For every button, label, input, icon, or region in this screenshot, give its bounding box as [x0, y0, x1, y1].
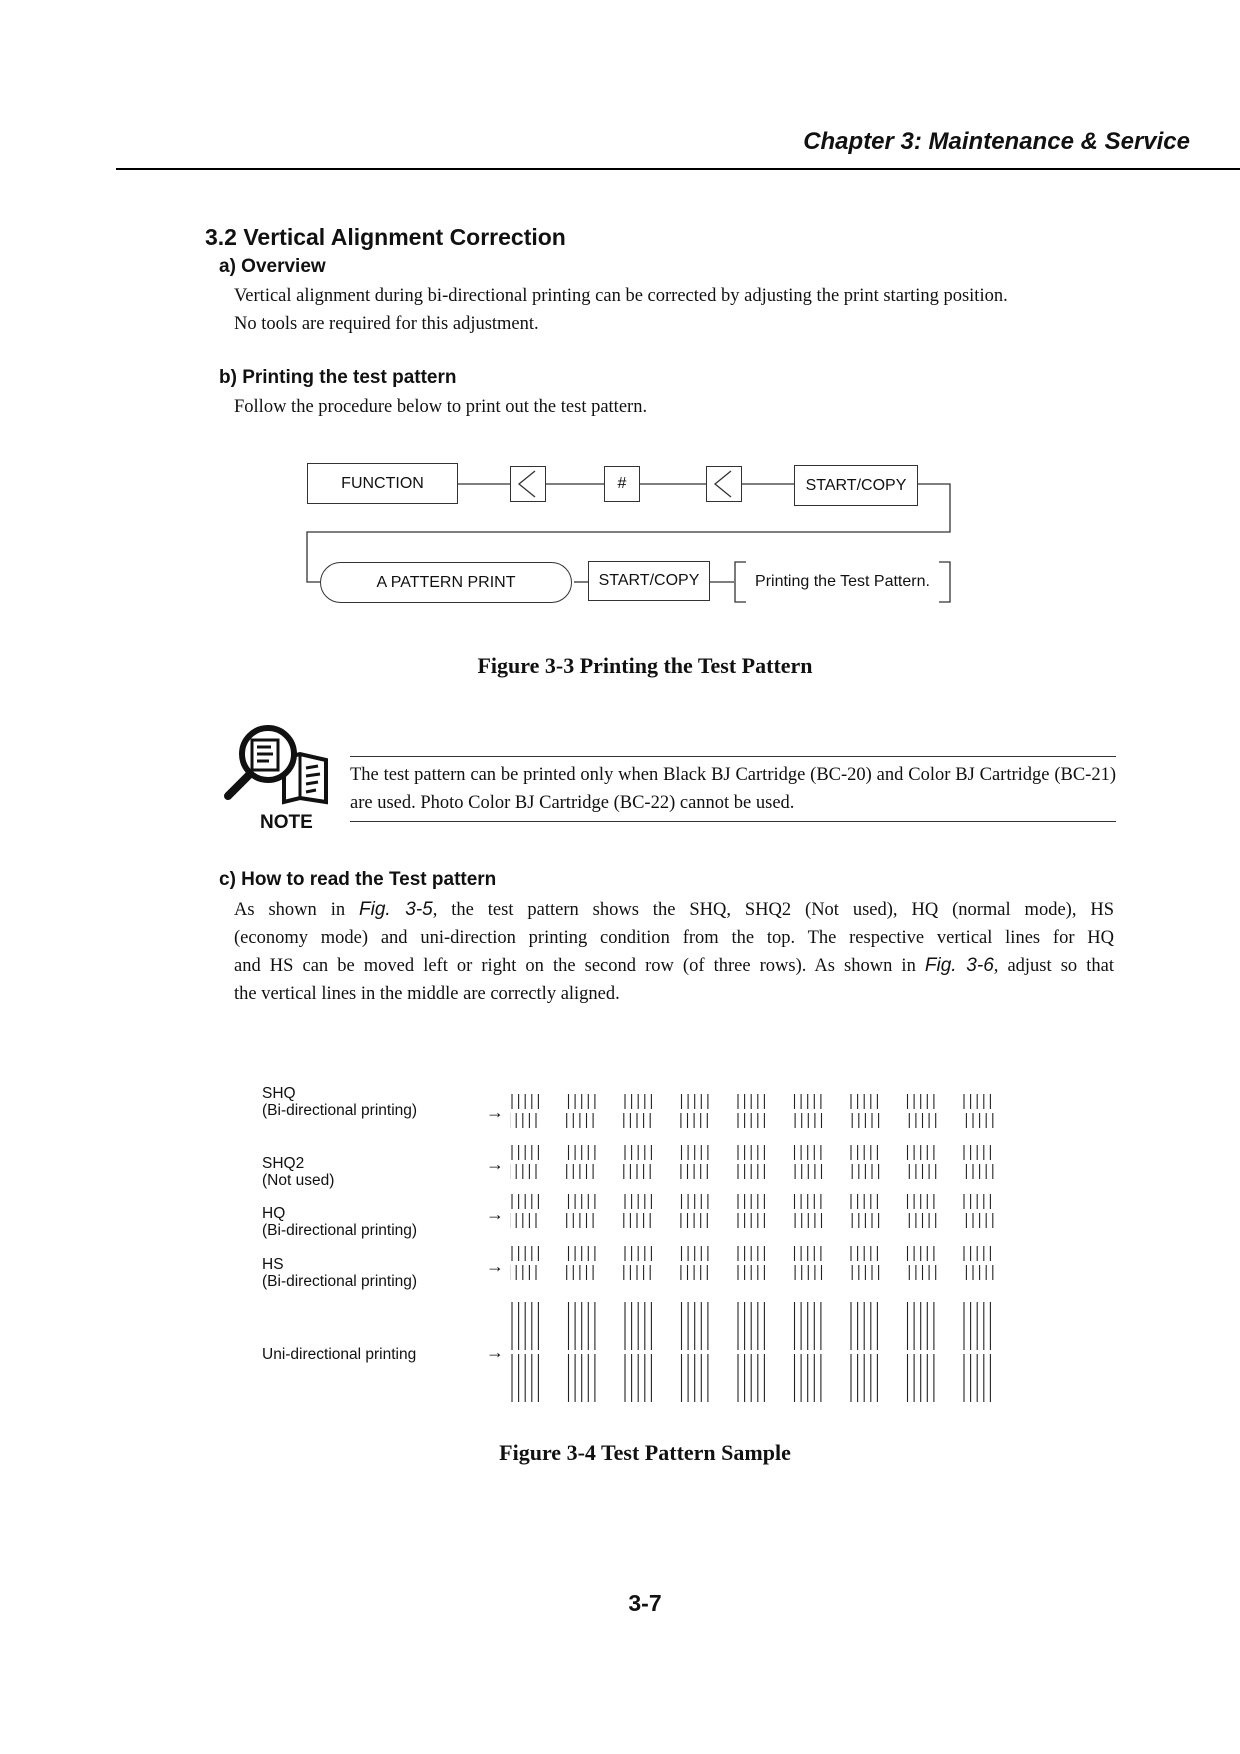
procedure-diagram	[0, 0, 1240, 700]
pattern-label-uni	[262, 1346, 416, 1363]
pattern-label-shq	[262, 1085, 417, 1119]
chevron-left-icon	[511, 467, 545, 501]
reading-line-3-b: , adjust so that	[993, 956, 1114, 976]
pattern-label-hq	[262, 1205, 417, 1239]
printing-text: Follow the procedure below to print out the test pattern.	[234, 397, 648, 417]
result-bracket	[734, 561, 951, 603]
function-key-box: FUNCTION	[307, 463, 458, 504]
page-number: 3-7	[628, 1590, 662, 1616]
reading-line-1-b: , the test pattern shows the SHQ, SHQ2 (Not used), HQ (normal mode), HS	[432, 900, 1115, 920]
note-text: The test pattern can be printed only when Black BJ Cartridge (BC-20) and Color BJ Cartridge (BC-21) are used. Photo Color BJ Cartridge (BC-22) cannot be used.	[350, 756, 1116, 822]
reading-line-4: the vertical lines in the middle are correctly aligned.	[234, 984, 620, 1004]
chapter-header: Chapter 3: Maintenance & Service	[803, 128, 1190, 155]
start-copy-key-box-2: START/COPY	[588, 561, 710, 601]
pattern-label-name: SHQ2	[262, 1155, 305, 1172]
test-pattern-graphic	[510, 1090, 1020, 1410]
reading-paragraph	[234, 896, 1114, 1008]
pattern-label-sub: (Bi-directional printing)	[262, 1273, 418, 1290]
fig-3-5-reference: Fig. 3-5	[359, 899, 433, 920]
pattern-label-sub: (Bi-directional printing)	[262, 1102, 418, 1119]
overview-line-2: No tools are required for this adjustment.	[234, 314, 539, 334]
pattern-arrow-uni: →	[486, 1342, 504, 1362]
pattern-arrow-hs: →	[486, 1256, 504, 1276]
overview-line-1: Vertical alignment during bi-directional printing can be corrected by adjusting the print starting position.	[234, 286, 1008, 306]
left-arrow-key-1	[510, 466, 546, 502]
section-title: 3.2 Vertical Alignment Correction	[205, 224, 566, 250]
pattern-label-name: HS	[262, 1256, 284, 1273]
reading-line-2: (economy mode) and uni-direction printing condition from the top. The respective vertical lines for HQ	[234, 928, 1114, 948]
pattern-arrow-shq2: →	[486, 1154, 504, 1174]
printing-heading: b) Printing the test pattern	[219, 367, 457, 388]
reading-line-1-a: As shown in	[234, 900, 346, 920]
pattern-label-name: SHQ	[262, 1085, 296, 1102]
hash-key-box: #	[604, 466, 640, 502]
pattern-label-name: HQ	[262, 1205, 286, 1222]
result-text: Printing the Test Pattern.	[755, 573, 930, 590]
chevron-left-icon	[707, 467, 741, 501]
pattern-print-display: A PATTERN PRINT	[320, 562, 572, 603]
note-icon	[222, 722, 342, 812]
pattern-label-hs	[262, 1256, 417, 1290]
reading-line-3-a: and HS can be moved left or right on the second row (of three rows). As shown in	[234, 956, 916, 976]
pattern-arrow-hq: →	[486, 1204, 504, 1224]
left-arrow-key-2	[706, 466, 742, 502]
overview-heading: a) Overview	[219, 256, 326, 277]
start-copy-key-box-1: START/COPY	[794, 465, 918, 506]
figure-3-4-caption: Figure 3-4 Test Pattern Sample	[499, 1440, 791, 1465]
pattern-label-sub: (Bi-directional printing)	[262, 1222, 418, 1239]
note-label: NOTE	[260, 812, 313, 833]
pattern-label-shq2	[262, 1155, 334, 1189]
fig-3-6-reference: Fig. 3-6	[924, 955, 994, 976]
pattern-label-sub: (Not used)	[262, 1172, 335, 1189]
pattern-label-name: Uni-directional printing	[262, 1346, 417, 1363]
pattern-arrow-shq: →	[486, 1102, 504, 1122]
reading-line-1	[234, 896, 1114, 924]
figure-3-3-caption: Figure 3-3 Printing the Test Pattern	[477, 653, 813, 678]
magnifier-book-icon	[222, 722, 342, 812]
reading-heading: c) How to read the Test pattern	[219, 869, 497, 890]
reading-line-3	[234, 952, 1114, 980]
